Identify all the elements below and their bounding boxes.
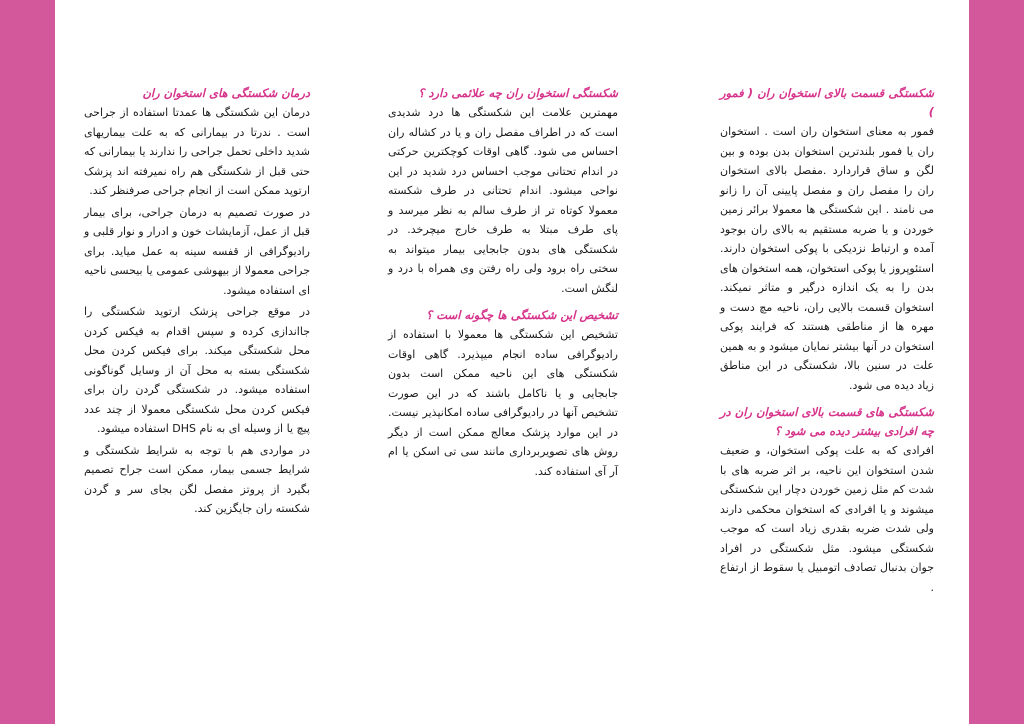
heading-upper-femur-fracture: شکستگی قسمت بالای استخوان ران ( فمور )	[720, 86, 934, 119]
heading-symptoms: شکستگی استخوان ران چه علائمی دارد ؟	[418, 86, 618, 100]
paragraph-pre-surgery: در صورت تصمیم به درمان جراحی، برای بیمار قبل از عمل، آزمایشات خون و ادرار و نوار قلبی و رادیوگرافی از قفسه سینه به عمل میاید. برای جراحی معمولا از بیهوشی عمومی یا بیحسی ناحیه ای استفاده میشود.	[84, 205, 310, 297]
heading-diagnosis: تشخیص این شکستگی ها چگونه است ؟	[426, 308, 618, 322]
paragraph-treatment-intro: درمان این شکستگی ها عمدتا استفاده از جراحی است . ندرتا در بیمارانی که به علت بیماریهای شدید داخلی تحمل جراحی را ندارند یا بیمارانی که حتی قبل از شکستگی هم راه نمیرفته اند پزشک ارتوپد ممکن است از انجام جراحی صرفنظر کند.	[84, 106, 310, 197]
paragraph-prosthesis: در مواردی هم با توجه به شرایط شکستگی و شرایط جسمی بیمار، ممکن است جراح تصمیم بگیرد از پروتز مفصل لگن بجای سر و گردن شکسته ران جایگزین کند.	[84, 443, 310, 515]
right-side-band	[969, 0, 1024, 724]
heading-treatment: درمان شکستگی های استخوان ران	[142, 86, 310, 100]
paragraph-symptoms: مهمترین علامت این شکستگی ها درد شدیدی است که در اطراف مفصل ران و یا در کشاله ران احساس می شود. گاهی اوقات کوچکترین حرکتی در اندام تحتانی موجب احساس درد شدید در این نواحی میشود. اندام تحتانی در طرف شکسته معمولا کوتاه تر از طرف سالم به نظر میرسد و پای طرف مبتلا به طرف خارج میچرخد. در شکستگی های بدون جابجایی بیمار میتواند به سختی راه برود ولی راه رفتن وی همراه با درد و لنگش است.	[388, 106, 618, 295]
left-side-band	[0, 0, 55, 724]
paragraph-femur-description: فمور به معنای استخوان ران است . استخوان ران یا فمور بلندترین استخوان بدن بوده و بین لگن و ساق قراردارد .مفصل بالای استخوان ران را مفصل ران و مفصل پایینی آن را زانو می نامند . این شکستگی ها معمولا برائر زمین خوردن و یا ضربه مستقیم به بالای ران بوجود آمده و ارتباط نزدیکی با پوکی استخوان دارند. استئوپروز یا پوکی استخوان، همه استخوان های بدن را به یک اندازه درگیر و متاثر نمیکند. استخوان قسمت بالایی ران، ناحیه مچ دست و مهره ها از مناطقی هستند که فرایند پوکی استخوان در آنها بیشتر نمایان میشود و به همین علت در سنین بالا، شکستگی در این مناطق زیاد دیده می شود.	[720, 125, 934, 392]
column-left	[84, 84, 310, 521]
paragraph-surgery-fixation: در موقع جراحی پزشک ارتوپد شکستگی را جااندازی کرده و سپس اقدام به فیکس کردن محل شکستگی میکند. برای فیکس کردن محل شکستگی بسته به محل آن از وسایل گوناگونی استفاده میشود. در شکستگی گردن ران برای فیکس کردن محل شکستگی معمولا از چند عدد پیچ یا از وسیله ای به نام DHS استفاده میشود.	[84, 305, 310, 435]
paragraph-affected-people: افرادی که به علت پوکی استخوان، و ضعیف شدن استخوان این ناحیه، بر اثر ضربه های با شدت کم مثل زمین خوردن دچار این شکستگی میشوند و یا افرادی که استخوان محکمی دارند ولی شدت ضربه بقدری زیاد است که موجب شکستگی میشود. مثل شکستگی در افراد جوان بدنبال تصادف اتومبیل یا سقوط از ارتفاع .	[720, 444, 934, 594]
column-middle	[388, 84, 618, 483]
paragraph-diagnosis: تشخیص این شکستگی ها معمولا با استفاده از رادیوگرافی ساده انجام میپذیرد. گاهی اوقات شکستگی های این ناحیه ممکن است بدون جابجایی و یا ناکامل باشند که در این صورت تشخیص آنها در رادیوگرافی ساده امکانپذیر نیست. در این موارد پزشک معالج ممکن است از دیگر روش های تصویربرداری مانند سی تی اسکن یا ام آر آی استفاده کند.	[388, 328, 618, 478]
column-right	[720, 84, 934, 599]
heading-who-is-affected: شکستگی های قسمت بالای استخوان ران در چه افرادی بیشتر دیده می شود ؟	[720, 405, 934, 438]
